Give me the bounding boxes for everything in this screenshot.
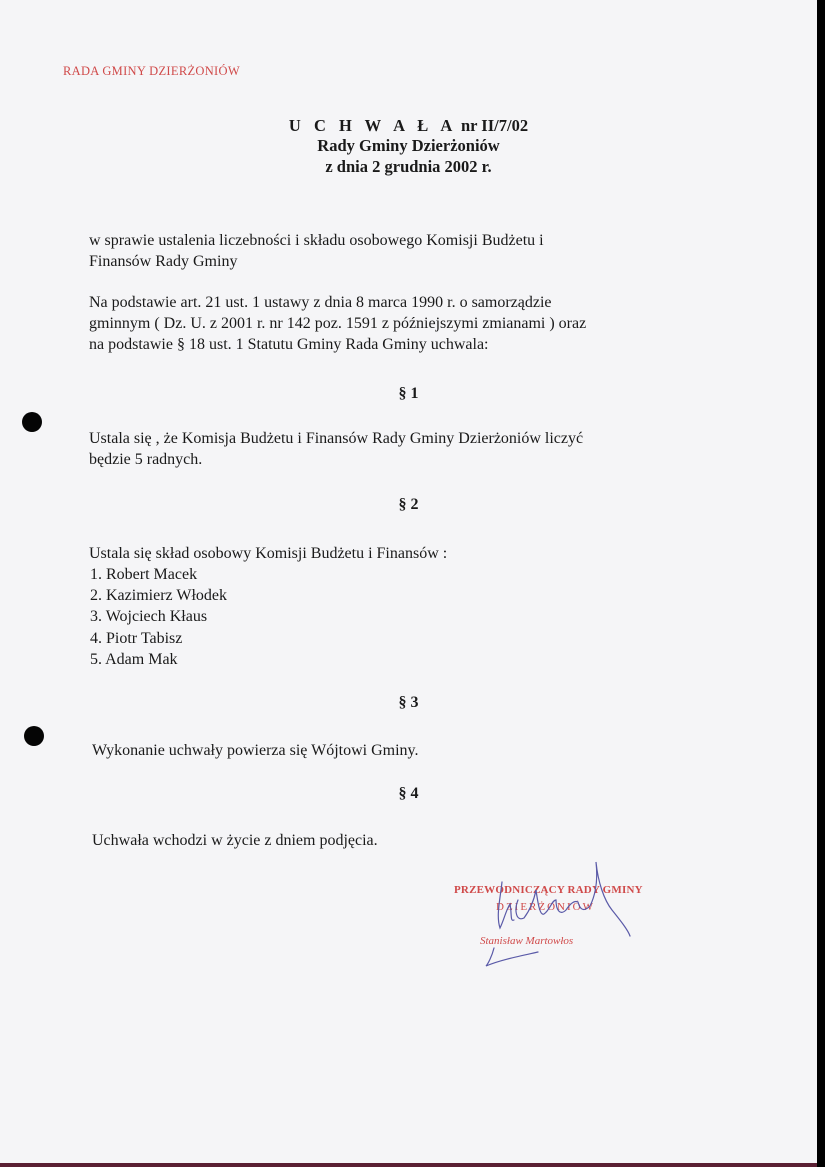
signature-block: [440, 860, 660, 970]
section-3-text: Wykonanie uchwały powierza się Wójtowi Gminy.: [92, 742, 419, 759]
chairman-stamp-line: PRZEWODNICZĄCY RADY GMINY: [454, 884, 643, 896]
basis-line: gminnym ( Dz. U. z 2001 r. nr 142 poz. 1591 z późniejszymi zmianami ) oraz: [89, 315, 587, 332]
member-item: 1. Robert Macek: [90, 566, 198, 583]
member-item: 3. Wojciech Kłaus: [90, 608, 208, 626]
member-item: 5. Adam Mak: [90, 650, 178, 668]
resolution-body: Rady Gminy Dzierżoniów: [317, 136, 500, 155]
legal-basis-paragraph: [89, 292, 586, 355]
scan-edge: [0, 1163, 817, 1167]
punch-hole: [24, 726, 44, 746]
section-heading-2: § 2: [398, 496, 419, 513]
section-line: będzie 5 radnych.: [89, 451, 203, 468]
resolution-title: [0, 116, 817, 135]
committee-members-list: [90, 564, 227, 670]
subject-paragraph: [89, 230, 544, 272]
basis-line: na podstawie § 18 ust. 1 Statutu Gminy Rada Gminy uchwala:: [89, 336, 489, 353]
section-heading-3: § 3: [398, 694, 419, 711]
subject-line: w sprawie ustalenia liczebności i składu osobowego Komisji Budżetu i: [89, 232, 544, 249]
section-line: Ustala się , że Komisja Budżetu i Finansów Rady Gminy Dzierżoniów liczyć: [89, 430, 584, 447]
council-stamp: RADA GMINY DZIERŻONIÓW: [63, 64, 240, 78]
handwritten-signature: [440, 860, 660, 970]
basis-line: Na podstawie art. 21 ust. 1 ustawy z dnia 8 marca 1990 r. o samorządzie: [89, 294, 552, 311]
subject-line: Finansów Rady Gminy: [89, 253, 238, 270]
resolution-date: z dnia 2 grudnia 2002 r.: [325, 157, 492, 176]
resolution-word: U C H W A Ł A: [288, 116, 457, 135]
chairman-stamp-line: DZIERŻONIÓW: [496, 901, 595, 913]
section-heading-1: § 1: [398, 385, 419, 402]
section-1-text: [89, 428, 583, 470]
section-2-text: Ustala się skład osobowy Komisji Budżetu i Finansów :: [89, 545, 448, 562]
section-heading-4: § 4: [398, 785, 419, 802]
punch-hole: [22, 412, 42, 432]
section-4-text: Uchwała wchodzi w życie z dniem podjęcia.: [92, 832, 378, 849]
chairman-name: Stanisław Martowłos: [480, 935, 574, 947]
member-item: 2. Kazimierz Włodek: [90, 587, 227, 605]
resolution-number: nr II/7/02: [460, 116, 529, 135]
member-item: 4. Piotr Tabisz: [90, 629, 183, 647]
